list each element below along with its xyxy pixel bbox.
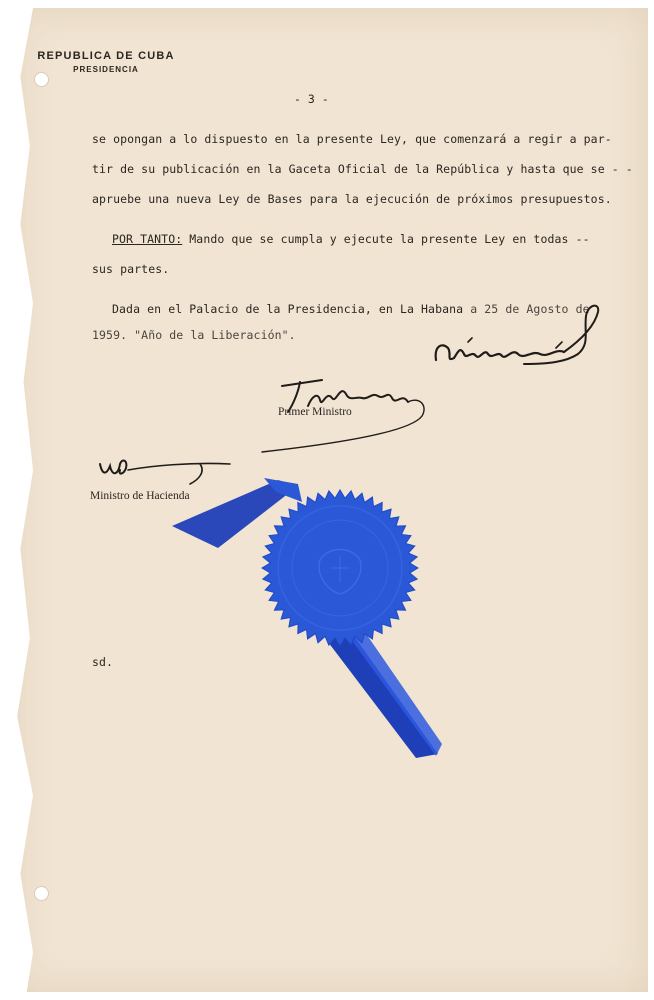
por-tanto-line — [112, 232, 590, 246]
dada-line-1-date: a 25 de Agosto de — [463, 302, 590, 316]
punch-hole-bottom — [34, 886, 49, 901]
punch-hole-top — [34, 72, 49, 87]
dada-line-1-part1: Dada en el Palacio de la Presidencia, en La Habana — [112, 302, 464, 316]
body-line-1: se opongan a lo dispuesto en la presente Ley, que comenzará a regir a par- — [92, 132, 612, 146]
body-line-2: tir de su publicación en la Gaceta Oficial de la República y hasta que se - - — [92, 162, 633, 176]
letterhead-title: REPUBLICA DE CUBA — [37, 50, 175, 62]
ministro-hacienda-label: Ministro de Hacienda — [90, 490, 190, 502]
por-tanto-text: Mando que se cumpla y ejecute la presente Ley en todas -- — [182, 232, 590, 246]
official-seal — [168, 472, 458, 764]
president-signature — [428, 298, 606, 376]
letterhead-subtitle: PRESIDENCIA — [73, 65, 139, 74]
dada-line-2: 1959. "Año de la Liberación". — [92, 328, 296, 342]
primer-ministro-label: Primer Ministro — [278, 406, 352, 418]
body-line-3: apruebe una nueva Ley de Bases para la ejecución de próximos presupuestos. — [92, 192, 612, 206]
letterhead — [26, 50, 186, 74]
page-number: - 3 - — [294, 92, 329, 106]
por-tanto-label: POR TANTO: — [112, 232, 183, 246]
footer-note: sd. — [92, 655, 114, 669]
por-tanto-line-2: sus partes. — [92, 262, 170, 276]
